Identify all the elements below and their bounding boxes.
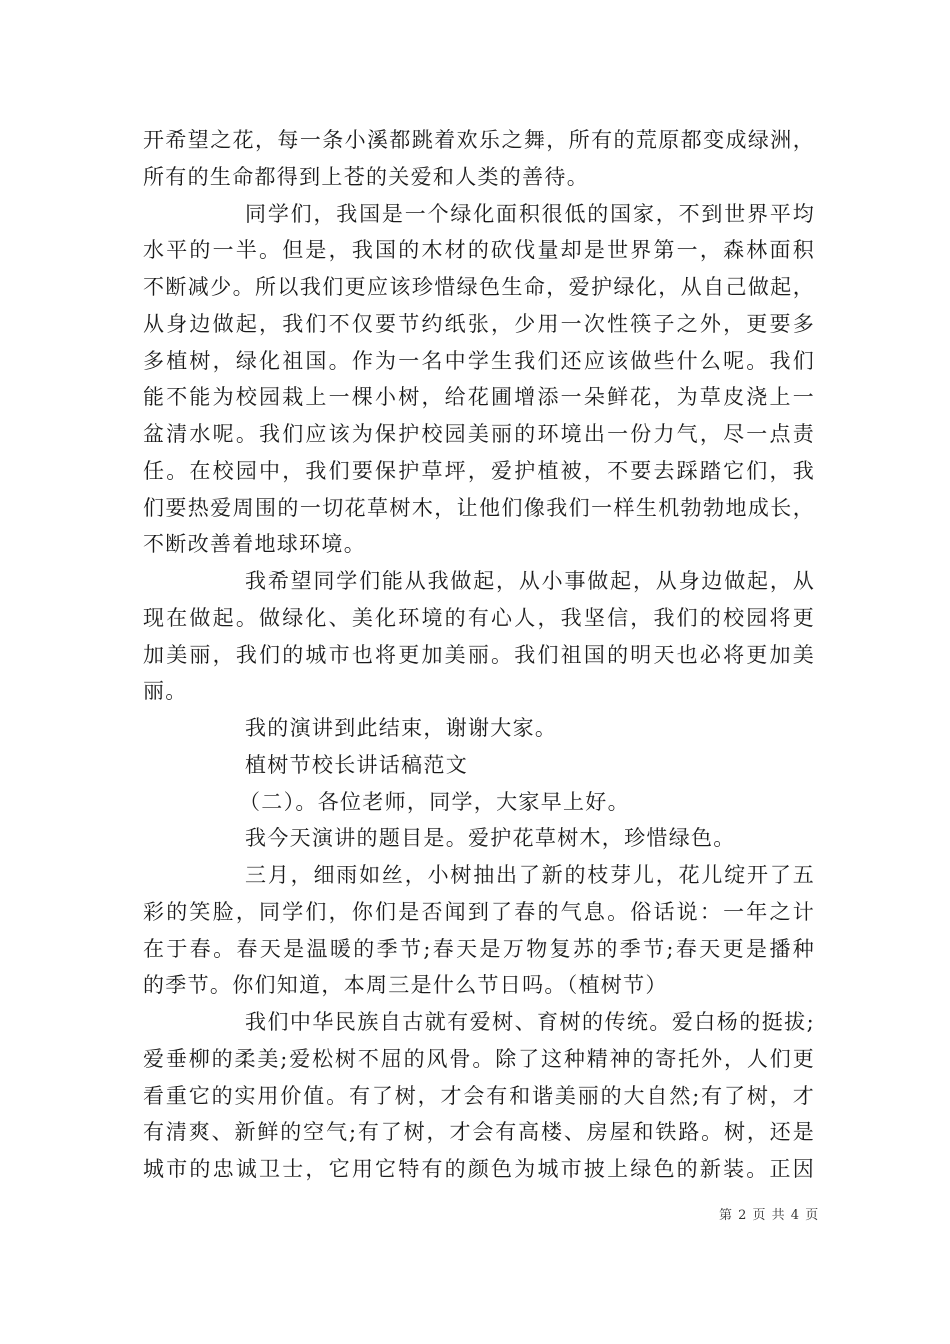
text-line: 们要热爱周围的一切花草树木，让他们像我们一样生机勃勃地成长， bbox=[143, 495, 815, 520]
text-line: 现在做起。做绿化、美化环境的有心人，我坚信，我们的校园将更 bbox=[143, 605, 815, 630]
text-line: 同学们，我国是一个绿化面积很低的国家，不到世界平均 bbox=[245, 201, 815, 226]
text-line: 我们中华民族自古就有爱树、育树的传统。爱白杨的挺拔; bbox=[245, 1010, 815, 1034]
text-line: 我今天演讲的题目是。爱护花草树木，珍惜绿色。 bbox=[245, 826, 736, 851]
text-line: 开希望之花，每一条小溪都跳着欢乐之舞，所有的荒原都变成绿洲， bbox=[143, 128, 815, 152]
text-line: 在于春。春天是温暖的季节;春天是万物复苏的季节;春天更是播种 bbox=[143, 936, 815, 961]
text-line: 我的演讲到此结束，谢谢大家。 bbox=[245, 716, 558, 740]
page-number: 第 2 页 共 4 页 bbox=[719, 1208, 820, 1223]
text-line: 爱垂柳的柔美;爱松树不屈的风骨。除了这种精神的寄托外，人们更 bbox=[143, 1046, 815, 1071]
text-line: 从身边做起，我们不仅要节约纸张，少用一次性筷子之外，更要多 bbox=[143, 311, 815, 336]
section-title: 植树节校长讲话稿范文 bbox=[245, 752, 468, 777]
text-line: 能不能为校园栽上一棵小树，给花圃增添一朵鲜花，为草皮浇上一 bbox=[143, 385, 815, 410]
text-line: 彩的笑脸，同学们，你们是否闻到了春的气息。俗话说：一年之计 bbox=[143, 899, 815, 924]
text-line: 三月，细雨如丝，小树抽出了新的枝芽儿，花儿绽开了五 bbox=[245, 863, 815, 887]
text-line: 有清爽、新鲜的空气;有了树，才会有高楼、房屋和铁路。树，还是 bbox=[143, 1120, 815, 1145]
text-line: 看重它的实用价值。有了树，才会有和谐美丽的大自然;有了树，才 bbox=[143, 1083, 815, 1108]
text-line: 所有的生命都得到上苍的关爱和人类的善待。 bbox=[143, 164, 589, 189]
text-line: 盆清水呢。我们应该为保护校园美丽的环境出一份力气，尽一点责 bbox=[143, 422, 815, 446]
text-line: 多植树，绿化祖国。作为一名中学生我们还应该做些什么呢。我们 bbox=[143, 348, 815, 373]
text-line: 水平的一半。但是，我国的木材的砍伐量却是世界第一，森林面积 bbox=[143, 238, 815, 263]
text-line: 加美丽，我们的城市也将更加美丽。我们祖国的明天也必将更加美 bbox=[143, 642, 815, 667]
text-line: （二）。各位老师，同学，大家早上好。 bbox=[239, 789, 630, 814]
text-line: 不断改善着地球环境。 bbox=[143, 532, 366, 557]
text-line: 我希望同学们能从我做起，从小事做起，从身边做起，从 bbox=[245, 569, 815, 593]
document-body bbox=[143, 122, 815, 1188]
text-line: 的季节。你们知道，本周三是什么节日吗。（植树节） bbox=[143, 973, 668, 998]
text-line: 任。在校园中，我们要保护草坪，爱护植被，不要去踩踏它们，我 bbox=[143, 458, 815, 483]
text-line: 丽。 bbox=[143, 679, 188, 704]
text-line: 城市的忠诚卫士，它用它特有的颜色为城市披上绿色的新装。正因 bbox=[143, 1157, 815, 1181]
text-line: 不断减少。所以我们更应该珍惜绿色生命，爱护绿化，从自己做起， bbox=[143, 275, 815, 299]
